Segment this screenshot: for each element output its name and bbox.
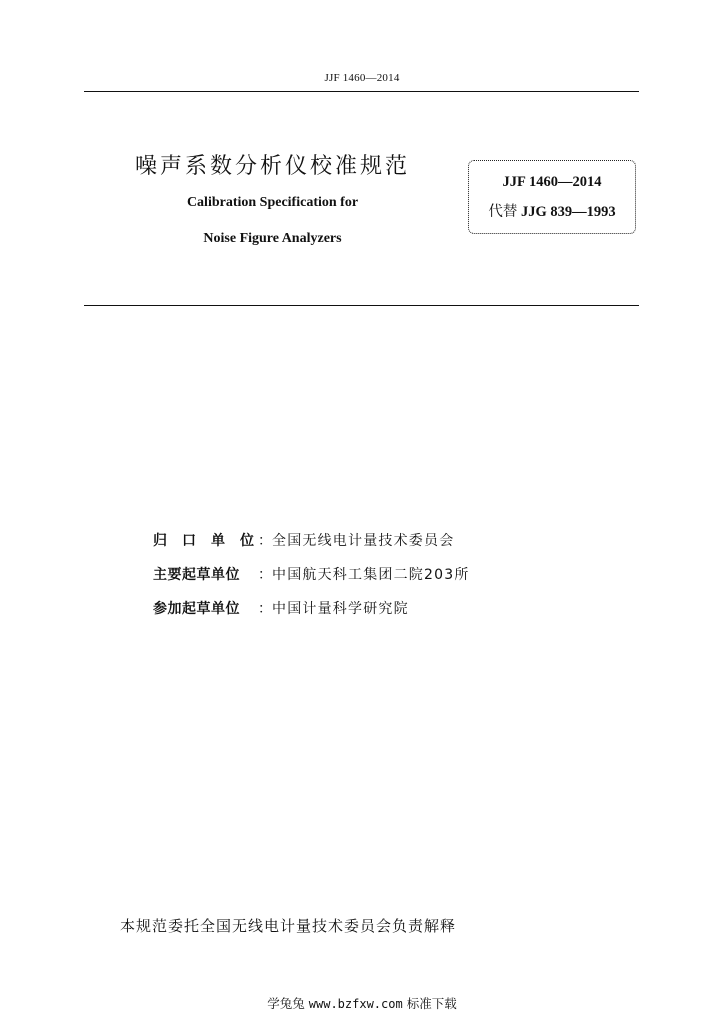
unit-row-main-drafting [153, 564, 470, 598]
unit-value-participating: 中国计量科学研究院 [272, 601, 409, 617]
unit-label-responsible: 归 口 单 位 [153, 533, 254, 549]
header-rule [84, 91, 639, 92]
watermark-site: 学兔兔 [267, 996, 305, 1011]
unit-value-main-drafting: 中国航天科工集团二院203所 [272, 567, 470, 583]
watermark-text: 标准下载 [406, 996, 457, 1011]
drafting-units [153, 530, 470, 632]
interpretation-note: 本规范委托全国无线电计量技术委员会负责解释 [120, 917, 457, 935]
unit-separator: ： [258, 567, 272, 583]
unit-separator: ： [258, 601, 272, 617]
replaced-standard-code: JJG 839—1993 [520, 204, 616, 220]
watermark-url[interactable]: www.bzfxw.com [308, 997, 403, 1011]
unit-row-participating [153, 598, 470, 632]
header-standard-code: JJF 1460—2014 [324, 72, 400, 84]
replaces-standard [469, 200, 635, 221]
unit-row-responsible [153, 530, 470, 564]
unit-separator: ： [258, 533, 272, 549]
unit-label-main-drafting: 主要起草单位 [153, 567, 240, 583]
standard-number-box [468, 160, 636, 234]
document-title-english-line1: Calibration Specification for [186, 195, 359, 210]
unit-label-participating: 参加起草单位 [153, 601, 240, 617]
unit-value-responsible: 全国无线电计量技术委员会 [272, 533, 455, 549]
replaces-prefix: 代替 [488, 204, 518, 220]
watermark [0, 994, 724, 1012]
title-section-rule [84, 305, 639, 306]
document-title-chinese: 噪声系数分析仪校准规范 [135, 154, 411, 179]
standard-number: JJF 1460—2014 [502, 174, 602, 190]
document-title-english-line2: Noise Figure Analyzers [203, 231, 342, 246]
